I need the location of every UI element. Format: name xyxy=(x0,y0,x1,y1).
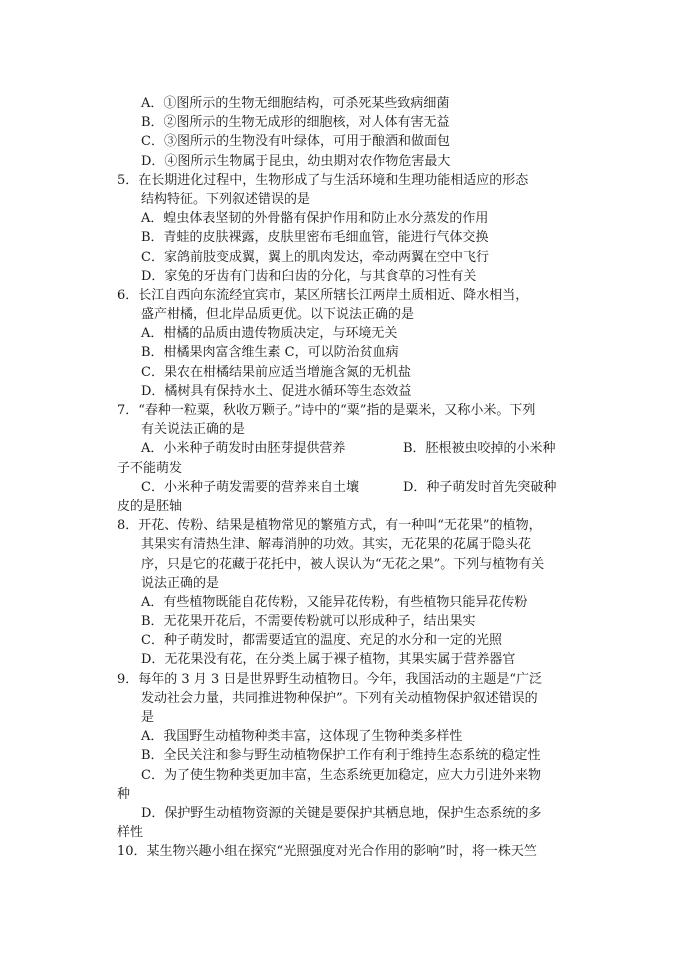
option-pair-line xyxy=(117,439,577,458)
question-stem-continued: 发动社会力量，共同推进物种保护”。下列有关动植物保护叙述错误的 xyxy=(141,690,538,706)
option-line: B．无花果开花后，不需要传粉就可以形成种子，结出果实 xyxy=(141,614,476,630)
option-text: D．种子萌发时首先突破种 xyxy=(403,479,557,495)
question-content xyxy=(117,94,577,862)
question-stem-continued: 序，只是它的花藏于花托中，被人误认为“无花之果”。下列与植物有关 xyxy=(141,556,545,572)
option-line: C．果农在柑橘结果前应适当增施含氮的无机盐 xyxy=(141,364,411,380)
option-line: A．有些植物既能自花传粉，又能异花传粉，有些植物只能异花传粉 xyxy=(141,594,528,610)
question-stem-continued: 有关说法正确的是 xyxy=(141,422,246,438)
option-line: A．柑橘的品质由遗传物质决定，与环境无关 xyxy=(141,326,398,342)
option-line: D．④图所示生物属于昆虫，幼虫期对农作物危害最大 xyxy=(141,153,451,169)
option-line: A．我国野生动植物种类丰富，这体现了生物种类多样性 xyxy=(141,729,463,745)
option-line: B．全民关注和参与野生动植物保护工作有利于维持生态系统的稳定性 xyxy=(141,748,541,764)
option-line: B．青蛙的皮肤裸露，皮肤里密布毛细血管，能进行气体交换 xyxy=(141,230,489,246)
question-stem-continued: 是 xyxy=(141,710,155,725)
option-text: B．胚根被虫咬掉的小米种 xyxy=(403,441,556,457)
question-stem: 8．开花、传粉、结果是植物常见的繁殖方式，有一种叫“无花果”的植物， xyxy=(117,518,542,534)
question-stem: 7．“春种一粒粟，秋收万颗子。”诗中的“粟”指的是粟米，又称小米。下列 xyxy=(117,403,536,418)
question-stem-continued: 其果实有清热生津、解毒消肿的功效。其实，无花果的花属于隐头花 xyxy=(141,537,532,553)
option-line: C．③图所示的生物没有叶绿体，可用于酿酒和做面包 xyxy=(141,134,450,150)
question-stem: 6．长江自西向东流经宜宾市，某区所辖长江两岸土质相近、降水相当， xyxy=(117,287,529,303)
question-stem: 5．在长期进化过程中，生物形成了与生活环境和生理功能相适应的形态 xyxy=(117,172,529,188)
option-line: D．保护野生动植物资源的关键是要保护其栖息地，保护生态系统的多 xyxy=(141,805,542,821)
option-wrap-line: 样性 xyxy=(117,825,144,841)
option-line: C．家鸽前肢变成翼，翼上的肌肉发达，牵动两翼在空中飞行 xyxy=(141,249,489,265)
option-pair-line xyxy=(117,478,577,497)
option-line: D．无花果没有花，在分类上属于裸子植物，其果实属于营养器官 xyxy=(141,652,516,668)
option-text: A．小米种子萌发时由胚芽提供营养 xyxy=(141,441,346,457)
option-wrap-line: 皮的是胚轴 xyxy=(117,498,183,514)
option-line: B．②图所示的生物无成形的细胞核，对人体有害无益 xyxy=(141,115,450,131)
question-stem-continued: 结构特征。下列叙述错误的是 xyxy=(141,191,311,207)
option-wrap-line: 种 xyxy=(117,786,131,802)
option-line: C．为了使生物种类更加丰富，生态系统更加稳定，应大力引进外来物 xyxy=(141,767,541,783)
option-line: D．橘树具有保持水土、促进水循环等生态效益 xyxy=(141,383,412,399)
option-line: D．家兔的牙齿有门齿和臼齿的分化，与其食草的习性有关 xyxy=(141,268,477,284)
question-stem-continued: 说法正确的是 xyxy=(141,575,220,591)
option-line: C．种子萌发时，都需要适宜的温度、充足的水分和一定的光照 xyxy=(141,633,502,649)
question-stem: 9．每年的 3 月 3 日是世界野生动植物日。今年，我国活动的主题是“广泛 xyxy=(117,671,542,687)
option-text: C．小米种子萌发需要的营养来自土壤 xyxy=(141,479,359,495)
option-wrap-line: 子不能萌发 xyxy=(117,460,183,476)
question-stem: 10．某生物兴趣小组在探究“光照强度对光合作用的影响”时，将一株天竺 xyxy=(117,844,537,860)
option-line: B．柑橘果肉富含维生素 C，可以防治贫血病 xyxy=(141,345,399,361)
option-line: A．①图所示的生物无细胞结构，可杀死某些致病细菌 xyxy=(141,96,450,111)
option-line: A．蝗虫体表坚韧的外骨骼有保护作用和防止水分蒸发的作用 xyxy=(141,211,489,227)
question-stem-continued: 盛产柑橘，但北岸品质更优。以下说法正确的是 xyxy=(141,307,415,323)
